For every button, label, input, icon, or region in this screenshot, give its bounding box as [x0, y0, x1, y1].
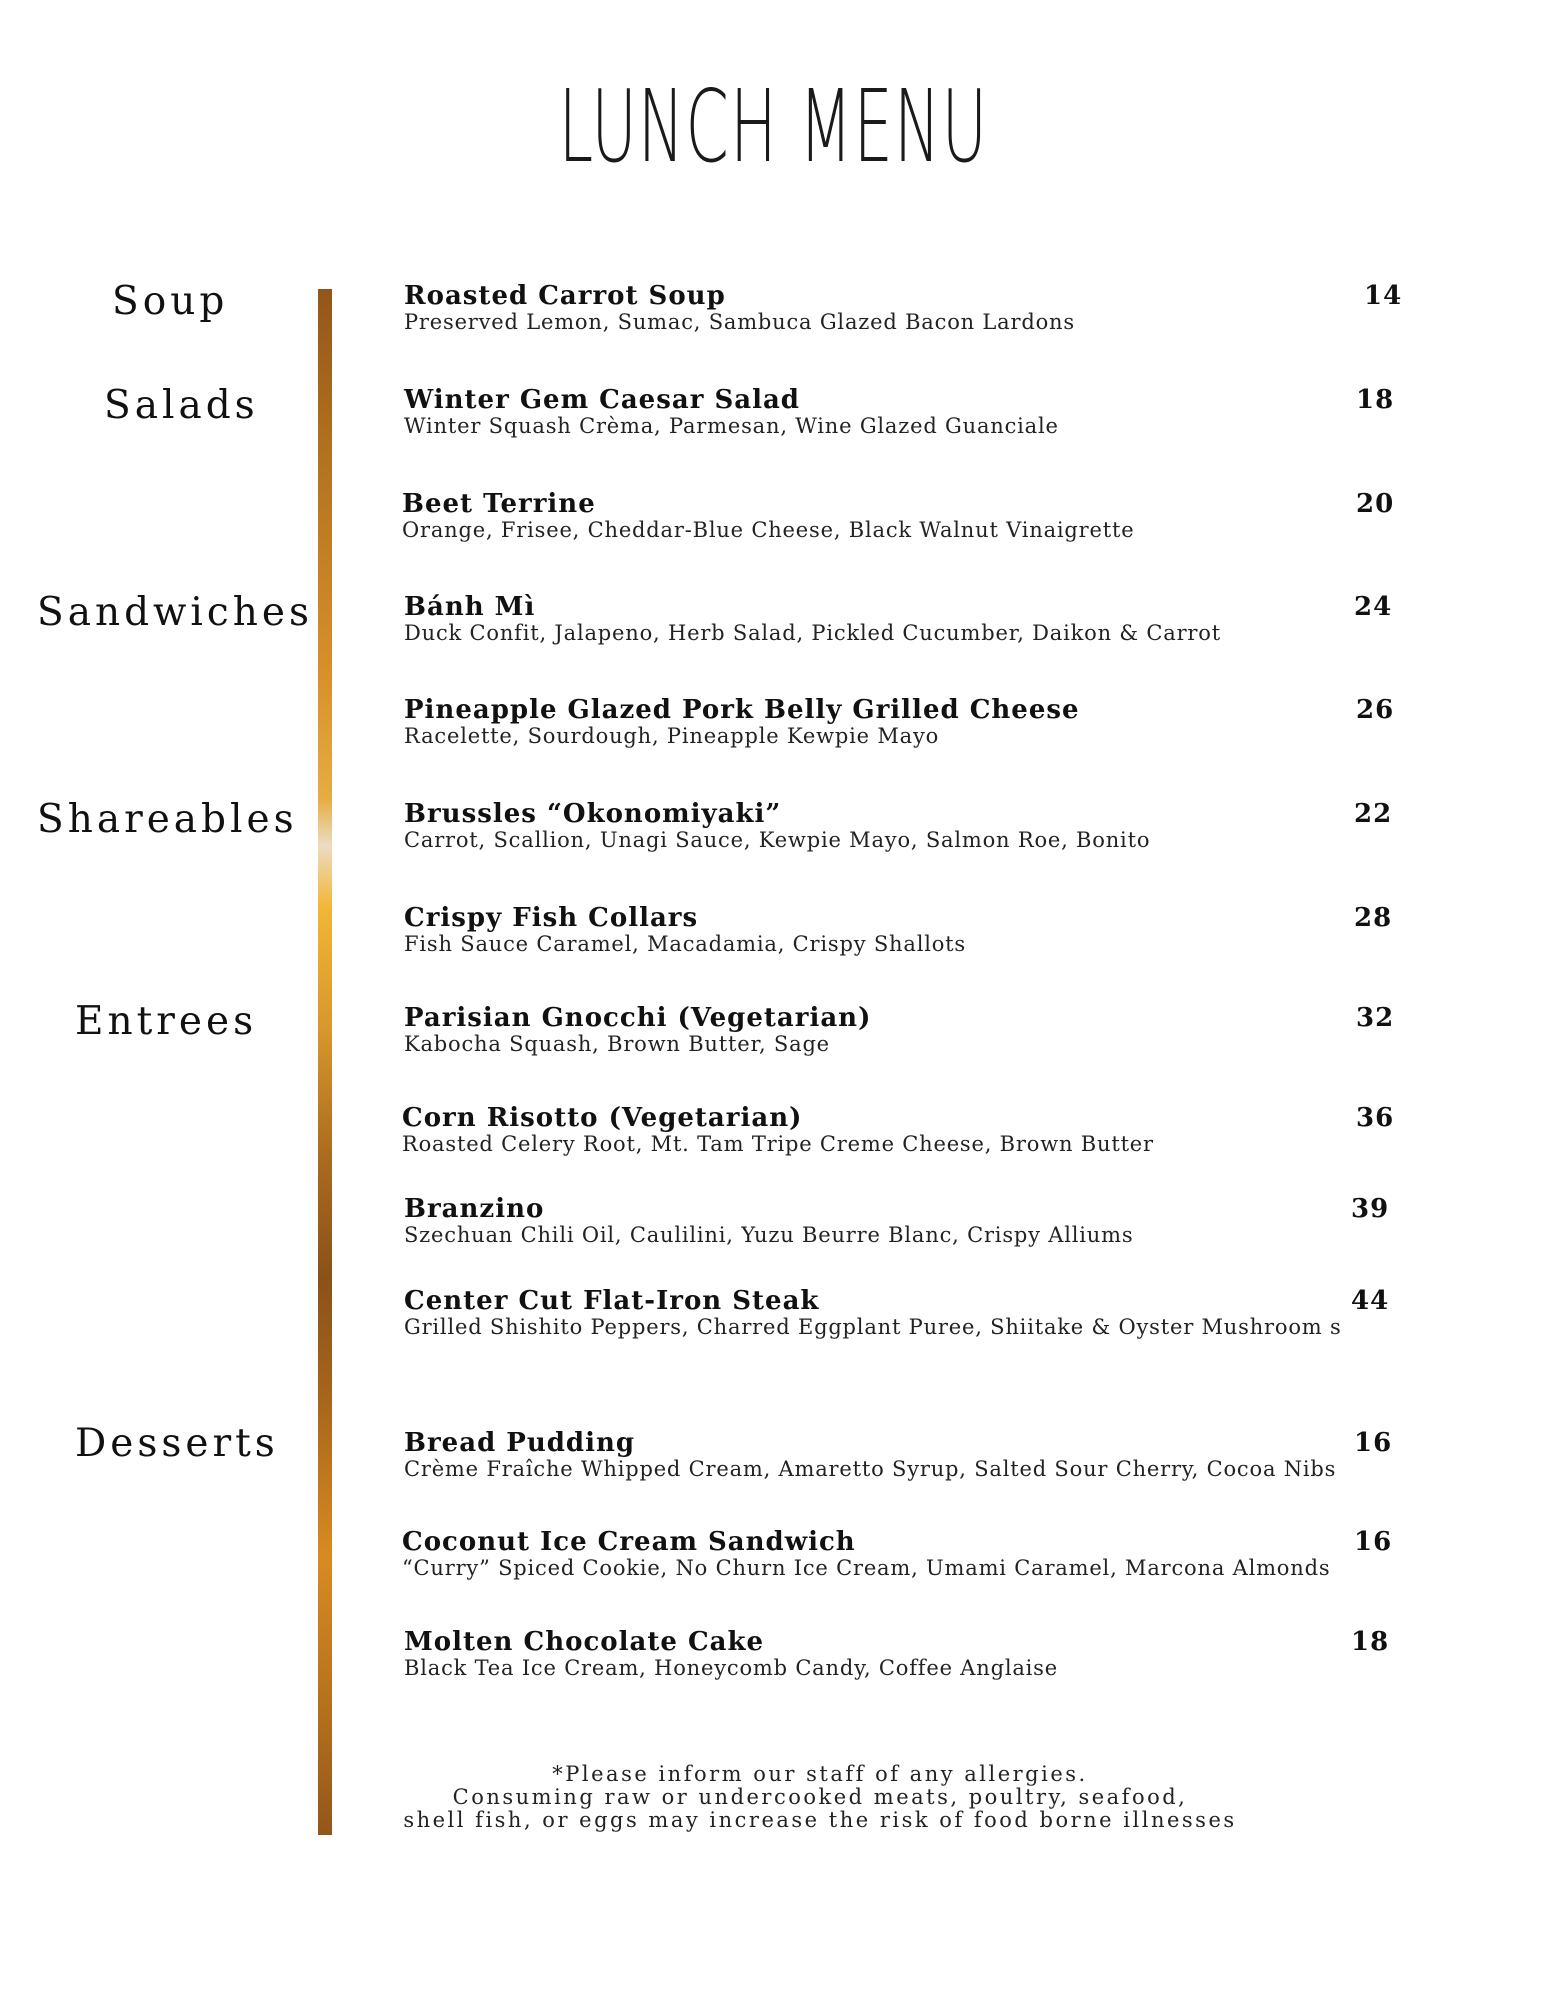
item-price: 16	[1354, 1527, 1393, 1557]
item-price: 24	[1354, 592, 1393, 622]
item-description: Duck Confit, Jalapeno, Herb Salad, Pickled Cucumber, Daikon & Carrot	[404, 621, 1221, 645]
menu-item	[404, 593, 1464, 645]
item-description: Racelette, Sourdough, Pineapple Kewpie Mayo	[404, 724, 940, 748]
item-name: Pineapple Glazed Pork Belly Grilled Cheese	[404, 695, 1080, 725]
item-name: Molten Chocolate Cake	[404, 1627, 765, 1657]
item-name: Coconut Ice Cream Sandwich	[402, 1527, 856, 1557]
item-description: Kabocha Squash, Brown Butter, Sage	[404, 1032, 830, 1056]
item-description: Grilled Shishito Peppers, Charred Eggplant Puree, Shiitake & Oyster Mushroom s	[404, 1315, 1342, 1339]
menu-item	[402, 490, 1462, 542]
category-entrees: Entrees	[75, 999, 258, 1044]
category-salads: Salads	[104, 383, 259, 428]
item-description: Black Tea Ice Cream, Honeycomb Candy, Coffee Anglaise	[404, 1656, 1058, 1680]
menu-item	[402, 1528, 1462, 1580]
category-sandwiches: Sandwiches	[37, 590, 313, 635]
item-price: 20	[1356, 489, 1395, 519]
item-price: 18	[1351, 1627, 1390, 1657]
menu-item	[404, 1287, 1464, 1339]
item-name: Bread Pudding	[404, 1428, 636, 1458]
gold-divider-bar	[318, 289, 332, 1835]
item-name: Crispy Fish Collars	[404, 903, 699, 933]
item-price: 32	[1356, 1003, 1395, 1033]
item-name: Bánh Mì	[404, 592, 536, 622]
item-price: 39	[1351, 1194, 1390, 1224]
item-price: 36	[1356, 1103, 1395, 1133]
category-desserts: Desserts	[75, 1421, 279, 1466]
item-description: Roasted Celery Root, Mt. Tam Tripe Creme Cheese, Brown Butter	[402, 1132, 1154, 1156]
menu-item	[404, 1628, 1464, 1680]
item-name: Winter Gem Caesar Salad	[404, 385, 800, 415]
item-price: 44	[1351, 1286, 1390, 1316]
item-description: Crème Fraîche Whipped Cream, Amaretto Syrup, Salted Sour Cherry, Cocoa Nibs	[404, 1457, 1337, 1481]
allergy-notice-line: shell fish, or eggs may increase the risk of food borne illnesses	[403, 1808, 1237, 1832]
item-price: 14	[1364, 281, 1403, 311]
menu-item	[404, 282, 1464, 334]
item-description: Winter Squash Crèma, Parmesan, Wine Glazed Guanciale	[404, 414, 1059, 438]
item-price: 26	[1356, 695, 1395, 725]
category-shareables: Shareables	[37, 797, 298, 842]
allergy-notice-line: Consuming raw or undercooked meats, poultry, seafood,	[452, 1785, 1188, 1809]
item-description: Preserved Lemon, Sumac, Sambuca Glazed Bacon Lardons	[404, 310, 1075, 334]
item-price: 18	[1356, 385, 1395, 415]
menu-item	[402, 1104, 1462, 1156]
menu-item	[404, 696, 1464, 748]
item-name: Beet Terrine	[402, 489, 596, 519]
menu-item	[404, 1195, 1464, 1247]
menu-item	[404, 1429, 1464, 1481]
allergy-notice-line: *Please inform our staff of any allergies.	[552, 1762, 1088, 1786]
item-price: 16	[1354, 1428, 1393, 1458]
item-description: Fish Sauce Caramel, Macadamia, Crispy Shallots	[404, 932, 966, 956]
menu-item	[404, 800, 1464, 852]
item-price: 28	[1354, 903, 1393, 933]
item-name: Center Cut Flat-Iron Steak	[404, 1286, 820, 1316]
item-description: Szechuan Chili Oil, Caulilini, Yuzu Beurre Blanc, Crispy Alliums	[404, 1223, 1134, 1247]
item-name: Brussles “Okonomiyaki”	[404, 799, 782, 829]
category-soup: Soup	[112, 279, 229, 324]
item-name: Roasted Carrot Soup	[404, 281, 726, 311]
menu-item	[404, 904, 1464, 956]
item-description: Orange, Frisee, Cheddar-Blue Cheese, Black Walnut Vinaigrette	[402, 518, 1135, 542]
item-price: 22	[1354, 799, 1393, 829]
item-description: “Curry” Spiced Cookie, No Churn Ice Cream, Umami Caramel, Marcona Almonds	[402, 1556, 1331, 1580]
menu-item	[404, 386, 1464, 438]
menu-item	[404, 1004, 1464, 1056]
page-title: LUNCH MENU	[558, 68, 989, 185]
item-name: Branzino	[404, 1194, 545, 1224]
allergy-notice	[330, 1763, 1310, 1832]
item-name: Corn Risotto (Vegetarian)	[402, 1103, 803, 1133]
item-description: Carrot, Scallion, Unagi Sauce, Kewpie Mayo, Salmon Roe, Bonito	[404, 828, 1151, 852]
item-name: Parisian Gnocchi (Vegetarian)	[404, 1003, 872, 1033]
